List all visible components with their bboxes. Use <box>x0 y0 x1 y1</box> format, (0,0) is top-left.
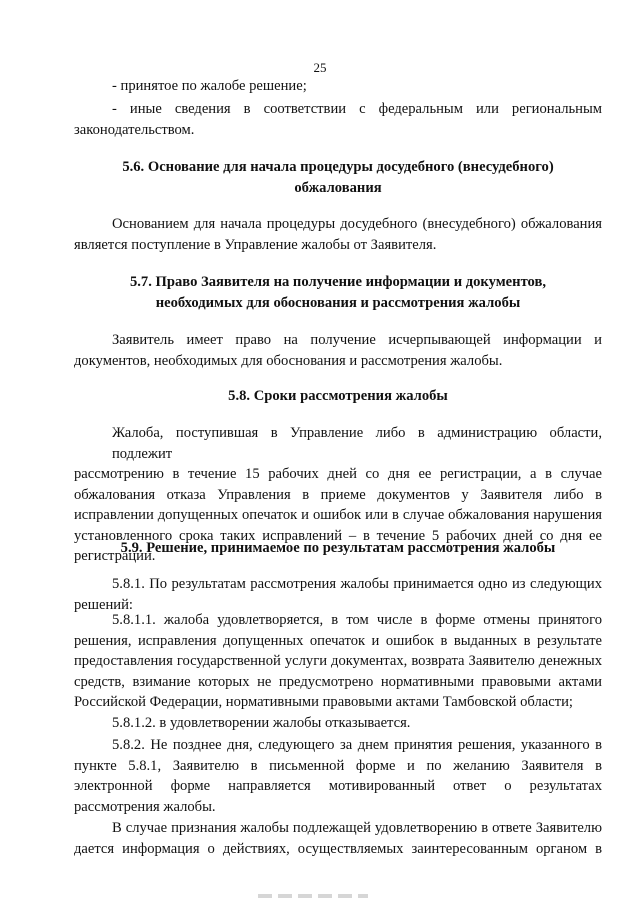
section-heading-5-9 <box>74 538 602 559</box>
heading-line: 5.7. Право Заявителя на получение информации и документов, <box>129 274 547 290</box>
paragraph-line: регистрации. <box>74 548 156 564</box>
paragraph <box>74 330 602 371</box>
paragraph <box>74 735 602 817</box>
paragraph-line: электронной форме направляется мотивированный ответ о результатах <box>74 778 602 794</box>
paragraph-line: рассмотрению в течение 15 рабочих дней со дня ее регистрации, а в случае <box>74 466 602 482</box>
paragraph-line: 5.8.1.1. жалоба удовлетворяется, в том числе в форме отмены принятого <box>112 612 602 628</box>
paragraph-line: исправлении допущенных опечаток и ошибок или в случае обжалования нарушения <box>74 507 602 523</box>
paragraph-line: Российской Федерации, нормативными правовыми актами Тамбовской области; <box>74 694 573 710</box>
list-item-text: - иные сведения в соответствии с федеральным или региональным <box>112 101 602 117</box>
paragraph-line: 5.8.2. Не позднее дня, следующего за днем принятия решения, указанного в <box>112 737 602 753</box>
scan-artifact <box>258 894 368 898</box>
section-heading-5-8 <box>74 386 602 407</box>
paragraph-line: 5.8.1.2. в удовлетворении жалобы отказывается. <box>112 715 411 731</box>
paragraph <box>74 713 602 734</box>
paragraph <box>74 818 602 859</box>
list-item-text: - принятое по жалобе решение; <box>112 78 307 94</box>
heading-line: 5.6. Основание для начала процедуры досудебного (внесудебного) <box>122 159 554 175</box>
paragraph-line: является поступление в Управление жалобы от Заявителя. <box>74 236 437 253</box>
heading-line: 5.9. Решение, принимаемое по результатам рассмотрения жалобы <box>120 540 556 556</box>
heading-line: обжалования <box>294 179 382 196</box>
page-number: 25 <box>313 60 327 75</box>
paragraph-line: рассмотрения жалобы. <box>74 798 216 815</box>
paragraph-line: В случае признания жалобы подлежащей удовлетворению в ответе Заявителю <box>112 820 602 836</box>
section-heading-5-6 <box>74 157 602 198</box>
list-item <box>112 76 602 97</box>
paragraph-line: установленного срока таких исправлений – в течение 5 рабочих дней со дня ее <box>74 527 602 544</box>
paragraph <box>74 610 602 713</box>
list-item <box>112 99 602 120</box>
heading-line: необходимых для обоснования и рассмотрения жалобы <box>155 294 521 311</box>
paragraph-line: 5.8.1. По результатам рассмотрения жалобы принимается одно из следующих <box>112 576 602 592</box>
paragraph <box>74 214 602 255</box>
paragraph-line: пункте 5.8.1, Заявителю в письменной форме и по желанию Заявителя в <box>74 757 602 774</box>
heading-line: 5.8. Сроки рассмотрения жалобы <box>228 388 448 404</box>
paragraph-line: Заявитель имеет право на получение исчерпывающей информации и <box>112 332 602 348</box>
paragraph-line: решения, исправления допущенных опечаток и ошибок в выданных в результате <box>74 632 602 649</box>
paragraph-line: дается информация о действиях, осуществляемых заинтересованным органом в <box>74 840 602 857</box>
list-item-continuation <box>74 120 602 141</box>
paragraph-line: документов, необходимых для обоснования и рассмотрения жалобы. <box>74 352 503 369</box>
paragraph-line: обжалования отказа Управления в приеме документов у Заявителя либо в <box>74 486 602 503</box>
paragraph <box>74 574 602 615</box>
paragraph-line: предоставления государственной услуги документах, возврата Заявителю денежных <box>74 653 602 669</box>
paragraph-line: решений: <box>74 596 133 613</box>
paragraph-line: средств, взимание которых не предусмотрено нормативными правовыми актами <box>74 673 602 690</box>
paragraph-line: Основанием для начала процедуры досудебного (внесудебного) обжалования <box>112 216 602 232</box>
section-heading-5-7 <box>74 272 602 313</box>
list-item-text: законодательством. <box>74 122 195 138</box>
paragraph-line: Жалоба, поступившая в Управление либо в администрацию области, подлежит <box>112 425 602 462</box>
